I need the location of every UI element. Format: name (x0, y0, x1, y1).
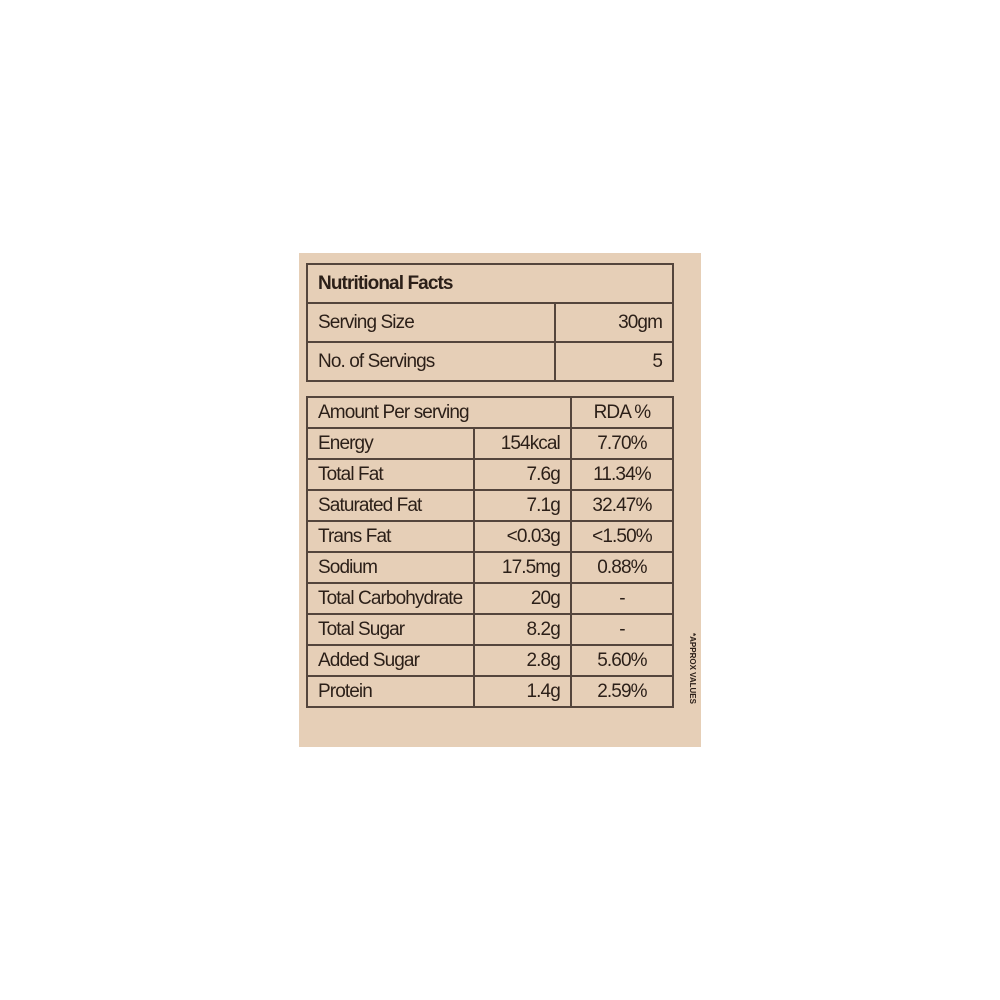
serving-size-label: Serving Size (307, 303, 555, 342)
nutrient-amount: 17.5mg (474, 552, 571, 583)
servings-count-label: No. of Servings (307, 342, 555, 381)
table-row (307, 521, 673, 552)
servings-count-value: 5 (555, 342, 673, 381)
nutrient-name: Saturated Fat (307, 490, 474, 521)
nutrient-name: Trans Fat (307, 521, 474, 552)
table-row (307, 676, 673, 707)
nutrient-rda: 2.59% (571, 676, 673, 707)
table-row (307, 428, 673, 459)
nutrient-rda: 11.34% (571, 459, 673, 490)
nutrition-label-panel (299, 253, 701, 747)
facts-title-row (307, 264, 673, 303)
nutrient-amount: 7.6g (474, 459, 571, 490)
nutrient-rda: 32.47% (571, 490, 673, 521)
servings-count-row (307, 342, 673, 381)
approx-values-note: *APPROX VALUES (688, 633, 697, 704)
nutrient-rda: 7.70% (571, 428, 673, 459)
amount-per-serving-header: Amount Per serving (307, 397, 571, 428)
nutritional-facts-title: Nutritional Facts (307, 264, 673, 303)
nutrient-name: Protein (307, 676, 474, 707)
nutritional-facts-table (306, 263, 674, 382)
serving-size-row (307, 303, 673, 342)
table-row (307, 645, 673, 676)
nutrient-rda: <1.50% (571, 521, 673, 552)
nutrient-name: Total Sugar (307, 614, 474, 645)
serving-size-value: 30gm (555, 303, 673, 342)
nutrient-name: Sodium (307, 552, 474, 583)
table-row (307, 552, 673, 583)
nutrient-amount: 2.8g (474, 645, 571, 676)
nutrient-rda: - (571, 614, 673, 645)
nutrient-rda: 5.60% (571, 645, 673, 676)
nutrient-rda: - (571, 583, 673, 614)
nutrient-rda: 0.88% (571, 552, 673, 583)
nutrient-name: Added Sugar (307, 645, 474, 676)
table-row (307, 614, 673, 645)
table-row (307, 459, 673, 490)
nutrient-amount: 154kcal (474, 428, 571, 459)
nutrient-amount: 1.4g (474, 676, 571, 707)
nutrient-amount: <0.03g (474, 521, 571, 552)
nutrient-table (306, 396, 674, 708)
nutrient-name: Energy (307, 428, 474, 459)
table-row (307, 490, 673, 521)
nutrient-amount: 7.1g (474, 490, 571, 521)
rda-header: RDA % (571, 397, 673, 428)
nutrient-name: Total Carbohydrate (307, 583, 474, 614)
nutrient-amount: 20g (474, 583, 571, 614)
nutrient-amount: 8.2g (474, 614, 571, 645)
nutrient-name: Total Fat (307, 459, 474, 490)
table-row (307, 583, 673, 614)
nutrient-header-row (307, 397, 673, 428)
